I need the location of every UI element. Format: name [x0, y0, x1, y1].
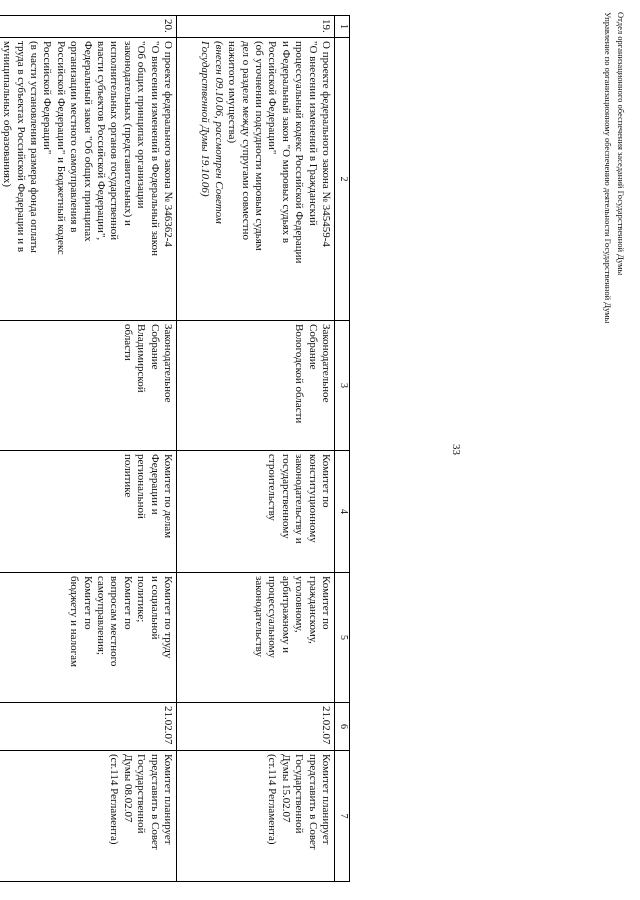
- co-executor-committees: [0, 573, 177, 703]
- text-line: Комитет по: [320, 576, 332, 630]
- text-line: арбитражному и: [279, 576, 292, 654]
- text-line: (внесен 09.10.06, рассмотрен Советом: [212, 41, 225, 224]
- text-line: политике;: [135, 576, 148, 623]
- text-line: Вологодской области: [293, 324, 306, 424]
- text-line: законодательству и: [293, 454, 306, 544]
- text-line: О проекте федерального закона № 346362-4: [162, 41, 174, 247]
- text-line: нажитого имущества): [226, 41, 239, 144]
- text-line: Государственной Думы 19.10.06): [199, 41, 212, 197]
- text-line: Комитет по делам: [162, 454, 174, 539]
- deadline-date: 21.02.07: [177, 703, 335, 751]
- text-line: процессуальному: [266, 576, 279, 659]
- responsible-committee: [177, 451, 335, 573]
- text-line: Федерации и: [148, 454, 161, 515]
- text-line: Российской Федерации" и Бюджетный кодекс: [54, 41, 67, 255]
- header-cell: 6: [335, 703, 350, 751]
- header-row: [335, 16, 350, 882]
- header-cell: 7: [335, 751, 350, 882]
- text-line: Государственной: [135, 754, 148, 834]
- bill-author: [177, 321, 335, 451]
- text-line: "Об общих принципах организации: [135, 41, 148, 209]
- deadline-date: 21.02.07: [0, 703, 177, 751]
- text-line: исполнительных органов государственной: [108, 41, 121, 241]
- text-line: Комитет планирует: [320, 754, 332, 845]
- text-line: (в части установления размера фонда оплаты: [27, 41, 40, 253]
- text-line: Комитет по: [81, 576, 94, 630]
- text-line: Комитет по: [320, 454, 332, 508]
- committee-plan: [177, 751, 335, 882]
- table-row: [0, 16, 177, 882]
- responsible-committee: [0, 451, 177, 573]
- text-line: Собрание: [306, 324, 319, 370]
- bill-author: [0, 321, 177, 451]
- text-line: конституционному: [306, 454, 319, 543]
- text-line: представить в Совет: [148, 754, 161, 850]
- text-line: Законодательное: [320, 324, 332, 403]
- text-line: О проекте федерального закона № 345459-4: [320, 41, 332, 247]
- text-line: представить в Совет: [306, 754, 319, 850]
- footer-directorate: Управление по организационному обеспечению деятельности Государственной Думы: [603, 12, 613, 324]
- text-line: политике: [121, 454, 134, 498]
- text-line: Российской Федерации": [41, 41, 54, 155]
- header-cell: 4: [335, 451, 350, 573]
- page-number: 33: [450, 444, 462, 455]
- row-number: 20.: [0, 16, 177, 38]
- text-line: региональной: [135, 454, 148, 519]
- text-line: Российской Федерации": [266, 41, 279, 155]
- header-cell: 1: [335, 16, 350, 38]
- text-line: Комитет по труду: [162, 576, 174, 659]
- text-line: Комитет по: [121, 576, 134, 630]
- text-line: самоуправления;: [94, 576, 107, 656]
- header-cell: 2: [335, 38, 350, 321]
- table-row: [177, 16, 335, 882]
- text-line: Собрание: [148, 324, 161, 370]
- text-line: Комитет планирует: [162, 754, 174, 845]
- text-line: законодательных (представительных) и: [121, 41, 134, 226]
- text-line: Государственной: [293, 754, 306, 834]
- header-cell: 3: [335, 321, 350, 451]
- text-line: власти субъектов Российской Федерации",: [94, 41, 107, 241]
- text-line: уголовному,: [293, 576, 306, 633]
- text-line: муниципальных образованиях): [1, 41, 14, 188]
- text-line: и социальной: [148, 576, 161, 640]
- text-line: (ст.114 Регламента): [108, 754, 121, 845]
- text-line: Федеральный закон "Об общих принципах: [81, 41, 94, 242]
- text-line: государственному: [279, 454, 292, 539]
- text-line: организации местного самоуправления в: [68, 41, 81, 233]
- bill-description: [177, 38, 335, 321]
- co-executor-committees: [177, 573, 335, 703]
- text-line: процессуальный кодекс Российской Федерации: [293, 41, 306, 264]
- text-line: "О внесении изменений в Федеральный закон: [148, 41, 161, 256]
- committee-plan: [0, 751, 177, 882]
- text-line: Думы 08.02.07: [121, 754, 134, 823]
- text-line: Законодательное: [162, 324, 174, 403]
- text-line: (об уточнении подсудности мировым судьям: [252, 41, 265, 251]
- text-line: законодательству: [252, 576, 265, 657]
- row-number: 19.: [177, 16, 335, 38]
- text-line: Думы 15.02.07: [279, 754, 292, 823]
- text-line: дел о разделе между супругами совместно: [239, 41, 252, 240]
- text-line: вопросам местного: [108, 576, 121, 667]
- text-line: труда в субъектах Российской Федерации и в: [14, 41, 27, 253]
- text-line: Владимирской: [135, 324, 148, 393]
- bill-description: [0, 38, 177, 321]
- text-line: и Федеральный закон "О мировых судьях в: [279, 41, 292, 244]
- text-line: гражданскому,: [306, 576, 319, 644]
- text-line: бюджету и налогам: [68, 576, 81, 667]
- text-line: "О внесении изменений в Гражданский: [306, 41, 319, 226]
- text-line: (ст.114 Регламента): [266, 754, 279, 845]
- bills-table: [0, 15, 350, 882]
- header-cell: 5: [335, 573, 350, 703]
- footer-department: Отдел организационного обеспечения заседаний Государственной Думы: [616, 12, 626, 276]
- text-line: области: [121, 324, 134, 361]
- text-line: строительству: [266, 454, 279, 521]
